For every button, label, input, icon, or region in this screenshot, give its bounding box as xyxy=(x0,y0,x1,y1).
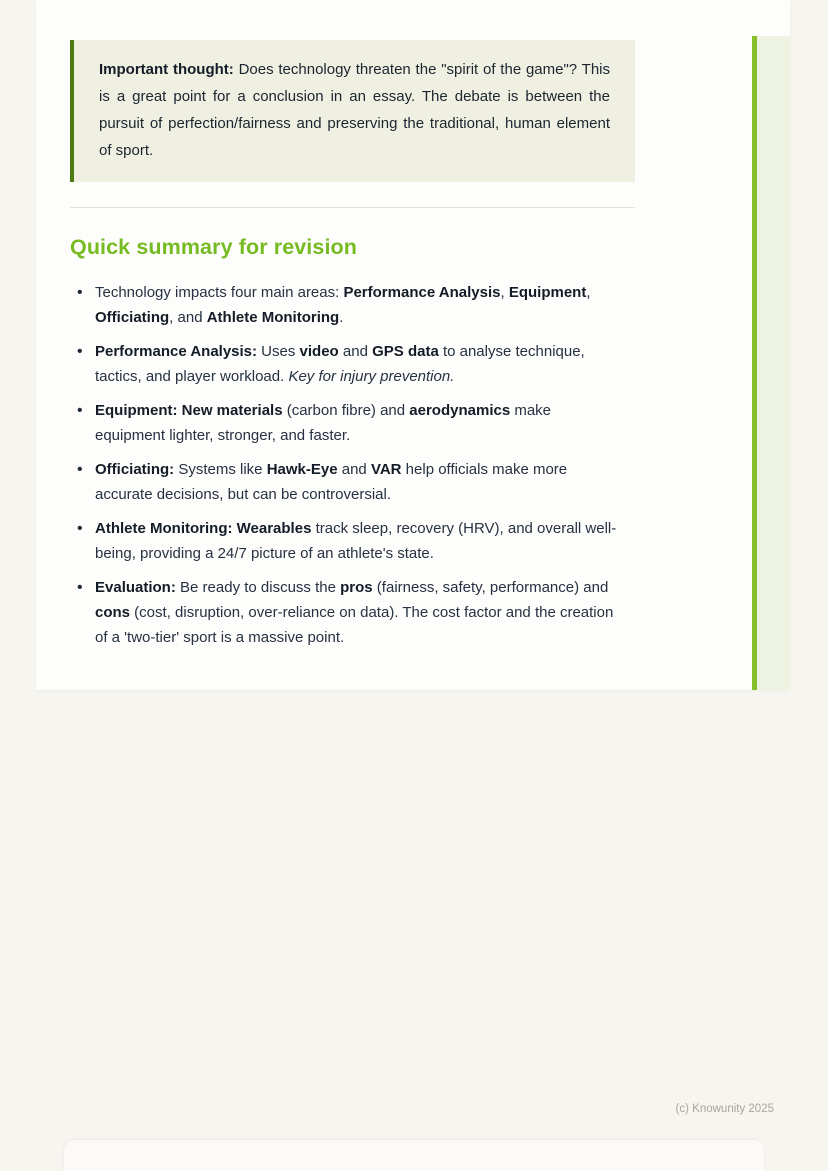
text-segment: Be ready to discuss the xyxy=(175,579,341,596)
text-segment: Performance Analysis xyxy=(343,284,501,301)
important-thought-callout xyxy=(70,40,635,182)
text-segment: GPS data xyxy=(372,343,439,360)
text-segment: Performance Analysis: xyxy=(95,343,258,360)
text-segment: pros xyxy=(340,579,373,596)
footer-credit: (c) Knowunity 2025 xyxy=(675,1103,774,1115)
text-segment: Officiating xyxy=(95,309,170,326)
divider xyxy=(70,207,635,208)
section-heading: Quick summary for revision xyxy=(70,235,357,259)
text-segment: , and xyxy=(169,309,207,326)
list-item xyxy=(70,575,623,650)
text-segment: and xyxy=(338,343,373,360)
text-segment: Does technology threaten the "spirit of the game"? This is a great point for a conclusion in an essay. The debate is between the pursuit of perfection/fairness and preserving the traditional, human element of sport. xyxy=(99,61,611,159)
next-page-card xyxy=(64,1140,764,1171)
text-segment: Technology impacts four main areas: xyxy=(95,284,344,301)
text-segment: Equipment xyxy=(508,284,587,301)
text-segment: and xyxy=(337,461,371,478)
list-item xyxy=(70,516,623,566)
text-segment: Important thought: xyxy=(99,61,239,78)
page-edge-strip xyxy=(752,36,790,690)
callout-text xyxy=(99,56,610,164)
content-column xyxy=(70,0,635,659)
text-segment: Key for injury prevention. xyxy=(288,368,455,385)
text-segment: VAR xyxy=(370,461,402,478)
text-segment: cons xyxy=(95,604,131,621)
list-item xyxy=(70,398,623,448)
text-segment: video xyxy=(299,343,339,360)
text-segment: Uses xyxy=(257,343,300,360)
text-segment: aerodynamics xyxy=(409,402,511,419)
text-segment: (fairness, safety, performance) and xyxy=(372,579,609,596)
summary-list xyxy=(70,280,635,650)
text-segment: Hawk-Eye xyxy=(266,461,338,478)
list-item xyxy=(70,457,623,507)
text-segment: Athlete Monitoring: Wearables xyxy=(95,520,312,537)
text-segment: Systems like xyxy=(174,461,267,478)
list-item xyxy=(70,280,623,330)
text-segment: . xyxy=(339,309,344,326)
text-segment: track sleep, recovery (HRV), and overall well-being, providing a 24/7 picture of an athlete's state. xyxy=(95,520,617,562)
text-segment: to analyse technique, tactics, and player workload. xyxy=(95,343,585,385)
list-item xyxy=(70,339,623,389)
text-segment: (carbon fibre) and xyxy=(282,402,410,419)
text-segment: Officiating: xyxy=(95,461,175,478)
text-segment: Athlete Monitoring xyxy=(206,309,340,326)
page-card xyxy=(36,0,790,690)
text-segment: make equipment lighter, stronger, and faster. xyxy=(95,402,552,444)
text-segment: , xyxy=(500,284,509,301)
text-segment: Evaluation: xyxy=(95,579,176,596)
text-segment: (cost, disruption, over-reliance on data). The cost factor and the creation of a 'two-tier' sport is a massive point. xyxy=(95,604,614,646)
text-segment: , xyxy=(586,284,591,301)
text-segment: Equipment: New materials xyxy=(95,402,283,419)
text-segment: help officials make more accurate decisions, but can be controversial. xyxy=(95,461,568,503)
